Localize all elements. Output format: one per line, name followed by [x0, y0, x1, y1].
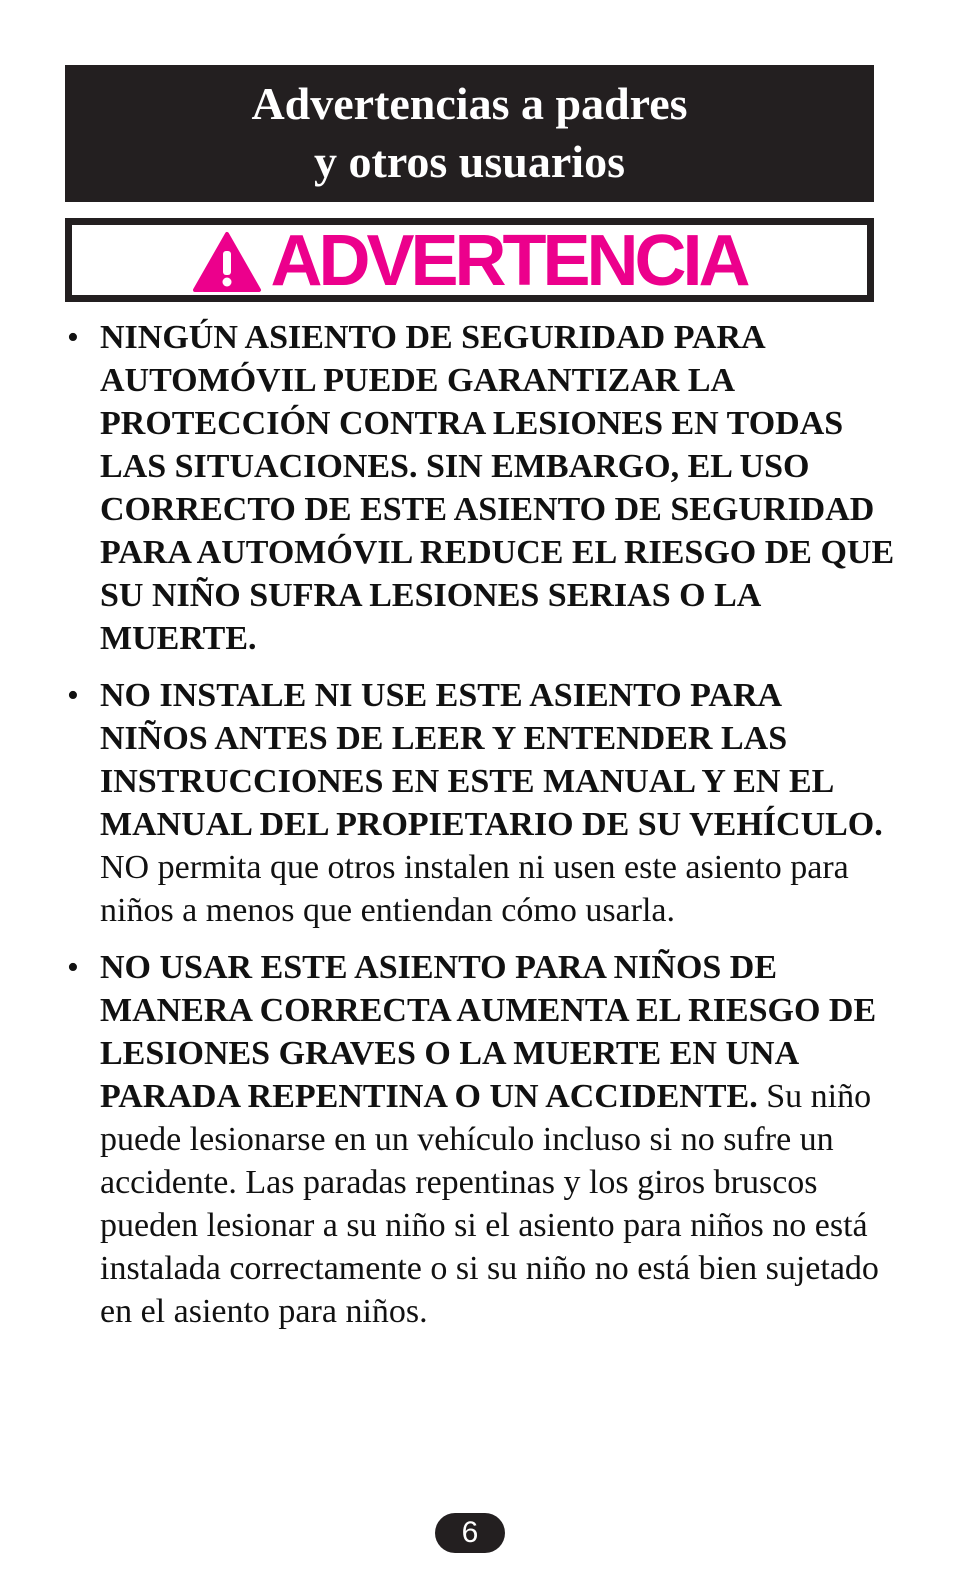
bullet: • — [67, 677, 79, 714]
bullet: • — [67, 949, 79, 986]
header-title-line1: Advertencias a padres — [251, 78, 688, 129]
page-header — [65, 65, 874, 202]
item-bold-text: NO INSTALE NI USE ESTE ASIENTO PARA NIÑOS ANTES DE LEER Y ENTENDER LAS INSTRUCCIONES EN ESTE MANUAL Y EN EL MANUAL DEL PROPIETARIO DE SU VEHÍCULO. — [100, 677, 883, 843]
warning-triangle-icon — [192, 231, 262, 293]
item-bold-text: NINGÚN ASIENTO DE SEGURIDAD PARA AUTOMÓVIL PUEDE GARANTIZAR LA PROTECCIÓN CONTRA LESIONES EN TODAS LAS SITUACIONES. SIN EMBARGO, EL USO CORRECTO DE ESTE ASIENTO DE SEGURIDAD PARA AUTOMÓVIL REDUCE EL RIESGO DE QUE SU NIÑO SUFRA LESIONES SERIAS O LA MUERTE. — [100, 319, 895, 657]
item-body-text: Su niño puede lesionarse en un vehículo incluso si no sufre un accidente. Las paradas repentinas y los giros bruscos pueden lesionar a su niño si el asiento para niños no está instalada correctamente o si su niño no está bien sujetado en el asiento para niños. — [100, 1078, 879, 1330]
warning-banner — [65, 218, 874, 302]
bullet: • — [67, 319, 79, 356]
warning-list — [65, 316, 895, 1347]
item-bold-text: NO USAR ESTE ASIENTO PARA NIÑOS DE MANERA CORRECTA AUMENTA EL RIESGO DE LESIONES GRAVES O LA MUERTE EN UNA PARADA REPENTINA O UN ACCIDENTE. — [100, 949, 877, 1115]
header-title-line2: y otros usuarios — [314, 136, 625, 187]
item-body-text: NO permita que otros instalen ni usen este asiento para niños a menos que entiendan cómo usarla. — [100, 849, 849, 929]
list-item — [65, 316, 895, 660]
list-item — [65, 674, 895, 932]
page-number: 6 — [435, 1513, 505, 1553]
warning-label: ADVERTENCIA — [270, 221, 747, 301]
list-item — [65, 946, 895, 1333]
